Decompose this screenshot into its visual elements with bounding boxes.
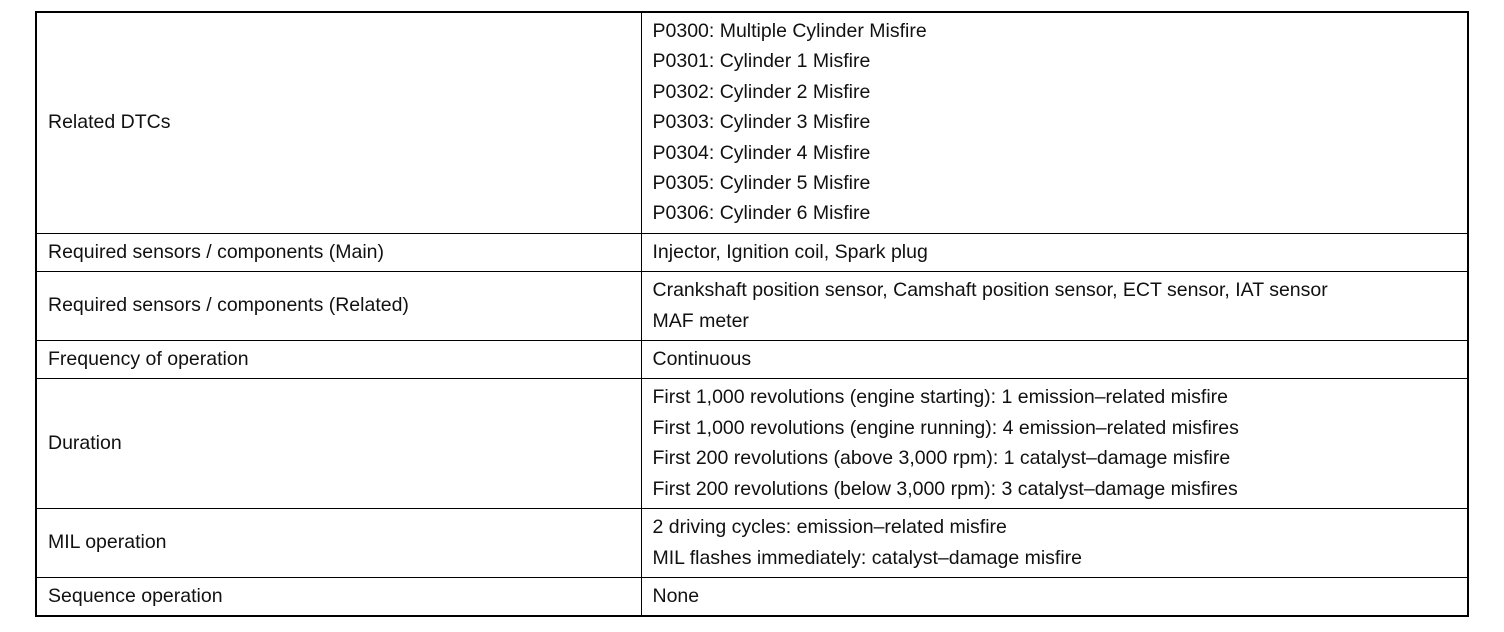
table-row-sequence-operation bbox=[36, 577, 1468, 616]
row-value bbox=[641, 12, 1468, 233]
table-row-frequency bbox=[36, 341, 1468, 379]
row-label-text: Duration bbox=[48, 432, 122, 455]
row-value-line: Injector, Ignition coil, Spark plug bbox=[652, 240, 928, 263]
dtc-p0304: P0304: Cylinder 4 Misfire bbox=[652, 141, 871, 164]
row-value bbox=[641, 577, 1468, 616]
dtc-p0302: P0302: Cylinder 2 Misfire bbox=[652, 80, 871, 103]
row-label-text: Frequency of operation bbox=[48, 348, 249, 371]
dtc-p0300: P0300: Multiple Cylinder Misfire bbox=[652, 20, 927, 42]
row-value-line: MIL flashes immediately: catalyst–damage misfire bbox=[652, 546, 1083, 569]
row-value-line: MAF meter bbox=[652, 309, 749, 332]
dtc-p0303: P0303: Cylinder 3 Misfire bbox=[652, 111, 871, 134]
table-row-main-components bbox=[36, 233, 1468, 271]
row-label-text: Required sensors / components (Related) bbox=[48, 294, 409, 317]
row-value bbox=[641, 379, 1468, 509]
row-label-text: Required sensors / components (Main) bbox=[48, 240, 384, 263]
row-label bbox=[36, 509, 641, 578]
row-value-line: First 200 revolutions (above 3,000 rpm): 1 catalyst–damage misfire bbox=[652, 447, 1231, 470]
dtc-p0301: P0301: Cylinder 1 Misfire bbox=[652, 50, 871, 73]
row-label-text: Sequence operation bbox=[48, 584, 223, 607]
row-value-line: Crankshaft position sensor, Camshaft position sensor, ECT sensor, IAT sensor bbox=[652, 279, 1328, 302]
row-label bbox=[36, 577, 641, 616]
monitor-description-table bbox=[35, 11, 1469, 617]
row-value-line: First 1,000 revolutions (engine running): 4 emission–related misfires bbox=[652, 416, 1239, 439]
dtc-p0306: P0306: Cylinder 6 Misfire bbox=[652, 202, 871, 225]
row-value-line: Continuous bbox=[652, 348, 752, 371]
row-label-text: MIL operation bbox=[48, 531, 167, 554]
dtc-p0305: P0305: Cylinder 5 Misfire bbox=[652, 172, 871, 195]
row-label-text: Related DTCs bbox=[48, 111, 171, 134]
row-value-line: First 1,000 revolutions (engine starting): 1 emission–related misfire bbox=[652, 386, 1229, 409]
row-value bbox=[641, 341, 1468, 379]
row-value bbox=[641, 272, 1468, 341]
row-value-line: 2 driving cycles: emission–related misfire bbox=[652, 516, 1007, 539]
row-label bbox=[36, 379, 641, 509]
row-value bbox=[641, 509, 1468, 578]
table-row-related-components bbox=[36, 272, 1468, 341]
row-label bbox=[36, 272, 641, 341]
table-row-mil-operation bbox=[36, 509, 1468, 578]
table-row-duration bbox=[36, 379, 1468, 509]
row-label bbox=[36, 12, 641, 233]
row-value bbox=[641, 233, 1468, 271]
row-label bbox=[36, 341, 641, 379]
row-value-line: First 200 revolutions (below 3,000 rpm): 3 catalyst–damage misfires bbox=[652, 477, 1238, 500]
row-label bbox=[36, 233, 641, 271]
row-value-line: None bbox=[652, 584, 700, 607]
table-row-related-dtcs bbox=[36, 12, 1468, 233]
